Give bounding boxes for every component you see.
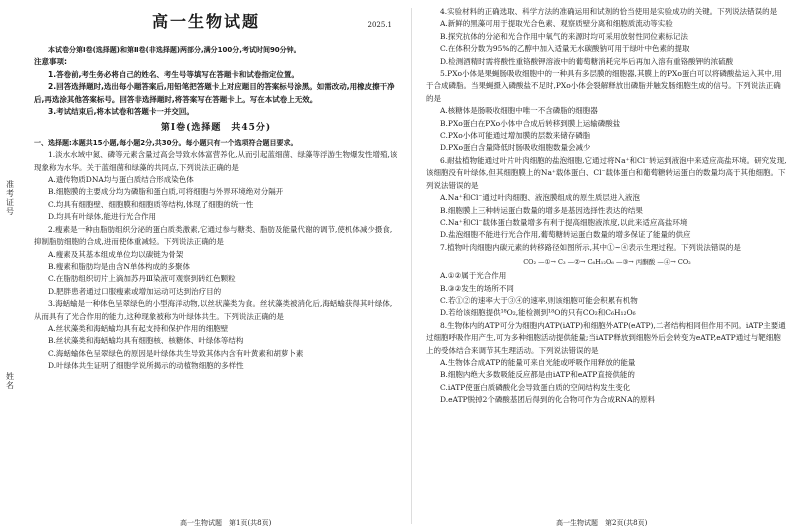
question-option: D.检测酒精时需将酸性重铬酸钾溶液中的葡萄糖消耗完毕后再加入溶有重铬酸钾的浓硫酸: [440, 56, 734, 66]
notice-list: [34, 69, 398, 119]
question-option: C.均具有细胞壁、细胞膜和细胞质等结构,体现了细胞的统一性: [48, 199, 254, 209]
question-option: D.若给该细胞提供¹⁸O₂,能检测到¹⁸O的只有CO₂和C₆H₁₂O₆: [440, 308, 636, 318]
part-heading: 一、选择题:本题共15小题,每小题2分,共30分。每小题只有一个选项符合题目要求。: [34, 138, 298, 147]
question-option: B.细胞内绝大多数吸能反应都是由iATP和eATP直接供能的: [440, 370, 635, 380]
question-stem: 4.实验材料的正确选取、科学方法的准确运用和试剂的恰当使用是实验成功的关键。下列说法错误的是: [440, 7, 778, 16]
question-block: [426, 242, 788, 320]
notice-title: 注意事项:: [34, 57, 67, 67]
question-option: A.①②属于光合作用: [440, 271, 507, 281]
question-option: D.eATP脱掉2个磷酸基团后得到的化合物可作为合成RNA的原料: [440, 395, 656, 405]
question-option: B.PXo蛋白在PXo小体中合成后转移到膜上运输磷酸盐: [440, 118, 621, 128]
question-option: D.PXo蛋白含量降低时肠吸收细胞数量会减少: [440, 143, 591, 153]
footer-right: 高一生物试题 第2页(共8页): [556, 519, 648, 527]
section-heading: 第Ⅰ卷(选择题 共45分): [160, 123, 272, 134]
question-option: B.瘦素和脂肪均是由含N单体构成的多聚体: [48, 261, 190, 271]
page-2: [426, 0, 788, 407]
question-list-left: [34, 149, 398, 372]
page-1: [34, 0, 398, 373]
question-option: A.生物体合成ATP的能量可来自光能或呼吸作用释放的能量: [440, 357, 636, 367]
question-option: C.在体积分数为95%的乙醇中加入适量无水碳酸钠可用于绿叶中色素的提取: [440, 44, 690, 54]
question-option: D.均具有叶绿体,能进行光合作用: [48, 212, 157, 222]
page-title: 高一生物试题: [152, 12, 261, 31]
question-option: B.细胞膜上三种转运蛋白数量的增多是基因选择性表达的结果: [440, 205, 643, 215]
exam-number-label: 准考证号: [6, 180, 14, 216]
question-stem: 1.淡水水域中氮、磷等元素含量过高会导致水体富营养化,从而引起蓝细菌、绿藻等浮游生物爆发性增殖,该现象称为水华。关于蓝细菌和绿藻的共同点,下列说法正确的是: [34, 150, 398, 172]
question-block: [34, 224, 398, 298]
question-stem: 7.植物叶肉细胞内碳元素的转移路径如图所示,其中①~④表示生理过程。下列说法错误的是: [440, 242, 741, 252]
question-option: A.遗传物质DNA均与蛋白质结合形成染色体: [48, 175, 194, 185]
question-option: D.肥胖患者通过口服瘦素或增加运动可达到治疗目的: [48, 286, 222, 296]
question-stem: 5.PXo小体是果蝇肠吸收细胞中的一种具有多层膜的细胞器,其膜上的PXo蛋白可以将磷酸盐运入其中,用于合成磷脂。当果蝇摄入磷酸盐不足时,PXo小体会裂解释放出磷脂并触发肠细胞生成的信号。下列说法正确的是: [426, 69, 782, 103]
question-option: C.在脂肪组织切片上滴加苏丹Ⅲ染液可观察到砖红色颗粒: [48, 274, 236, 284]
question-list-right: [426, 6, 788, 407]
question-option: C.若①②的速率大于③④的速率,则该细胞可能会积累有机物: [440, 295, 638, 305]
question-option: C.PXo小体可能通过增加膜的层数来储存磷脂: [440, 131, 591, 141]
question-option: A.Na⁺和Cl⁻通过叶肉细胞、液泡膜组成的原生质层进入液泡: [440, 193, 640, 203]
question-option: A.丝状藻类和海蛞蝓均具有起支持和保护作用的细胞壁: [48, 323, 229, 333]
exam-date: 2025.1: [367, 21, 392, 29]
question-block: [426, 68, 788, 155]
question-option: C.iATP使蛋白质磷酸化会导致蛋白质的空间结构发生变化: [440, 382, 631, 392]
notice-item: 3.考试结束后,将本试卷和答题卡一并交回。: [48, 107, 194, 117]
carbon-flow-diagram: CO₂ —①→ C₃ —②→ C₆H₁₂O₆ —③→ 丙酮酸 —④→ CO₂: [523, 258, 691, 267]
question-option: D.盐泡细胞不能进行光合作用,葡萄糖转运蛋白数量的增多保证了能量的供应: [440, 230, 691, 240]
name-label: 姓名: [6, 372, 14, 390]
footer-left: 高一生物试题 第1页(共8页): [180, 519, 272, 527]
question-option: A.核糖体是肠吸收细胞中唯一不含磷脂的细胞器: [440, 106, 598, 116]
question-stem: 8.生物体内的ATP可分为细胞内ATP(iATP)和细胞外ATP(eATP),二者结构相同但作用不同。iATP主要通过细胞呼吸作用产生,可为多种细胞活动提供能量;当iATP释放到细胞外后会转变为eATP,eATP通过与靶细胞上的受体结合来调节其生理活动。下列说法错误的是: [426, 320, 786, 355]
header: [34, 0, 398, 44]
question-block: [426, 6, 788, 68]
question-option: A.新鲜的黑藻可用于提取光合色素、观察质壁分离和细胞质流动等实验: [440, 19, 673, 29]
page-divider: [411, 8, 412, 524]
question-block: [426, 320, 788, 407]
question-stem: 6.耐盐植物能通过叶片叶肉细胞的盐泡细胞,它通过将Na⁺和Cl⁻转运到液泡中来适应高盐环境。研究发现,该细胞没有叶绿体,但其细胞膜上的Na⁺载体蛋白、Cl⁻载体蛋白和葡萄糖转运蛋白的数量均高于其他细胞。下列说法错误的是: [426, 155, 787, 190]
notice-item: 1.答卷前,考生务必将自己的姓名、考生号等填写在答题卡和试卷指定位置。: [48, 69, 299, 79]
question-option: C.Na⁺和Cl⁻载体蛋白数量增多有利于提高细胞液浓度,以此来适应高盐环境: [440, 217, 688, 227]
notice-item: 2.回答选择题时,选出每小题答案后,用铅笔把答题卡上对应题目的答案标号涂黑。如需改动,用橡皮擦干净后,再选涂其他答案标号。回答非选择题时,将答案写在答题卡上。写在本试卷上无效。: [34, 82, 395, 104]
question-stem: 3.海蛞蝓是一种体色呈翠绿色的小型海洋动物,以丝状藻类为食。丝状藻类被消化后,海蛞蝓获得其叶绿体,从而具有了光合作用的能力,这种现象被称为叶绿体共生。下列说法正确的是: [34, 299, 393, 321]
question-option: B.细胞膜的主要成分均为磷脂和蛋白质,可将细胞与外界环境绝对分隔开: [48, 187, 284, 197]
question-option: B.丝状藻类和海蛞蝓均具有细胞核、核糖体、叶绿体等结构: [48, 336, 244, 346]
question-option: B.探究抗体的分泌和光合作用中氧气的来源时均可采用放射性同位素标记法: [440, 31, 688, 41]
intro-text: 本试卷分第Ⅰ卷(选择题)和第Ⅱ卷(非选择题)两部分,满分100分,考试时间90分钟。: [48, 46, 301, 54]
question-option: C.海蛞蝓体色呈翠绿色的原因是叶绿体共生导致其体内含有叶黄素和胡萝卜素: [48, 348, 304, 358]
question-block: [34, 298, 398, 372]
question-option: D.叶绿体共生证明了细胞学说所揭示的动植物细胞的多样性: [48, 361, 244, 371]
question-option: A.瘦素及其基本组成单位均以碳链为骨架: [48, 249, 184, 259]
question-block: [34, 149, 398, 223]
question-stem: 2.瘦素是一种由脂肪组织分泌的蛋白质类激素,它通过参与糖类、脂肪及能量代谢的调节,使机体减少摄食,抑制脂肪细胞的合成,进而使体重减轻。下列说法正确的是: [34, 224, 393, 247]
question-block: [426, 155, 788, 242]
question-option: B.③②发生的场所不同: [440, 283, 514, 293]
